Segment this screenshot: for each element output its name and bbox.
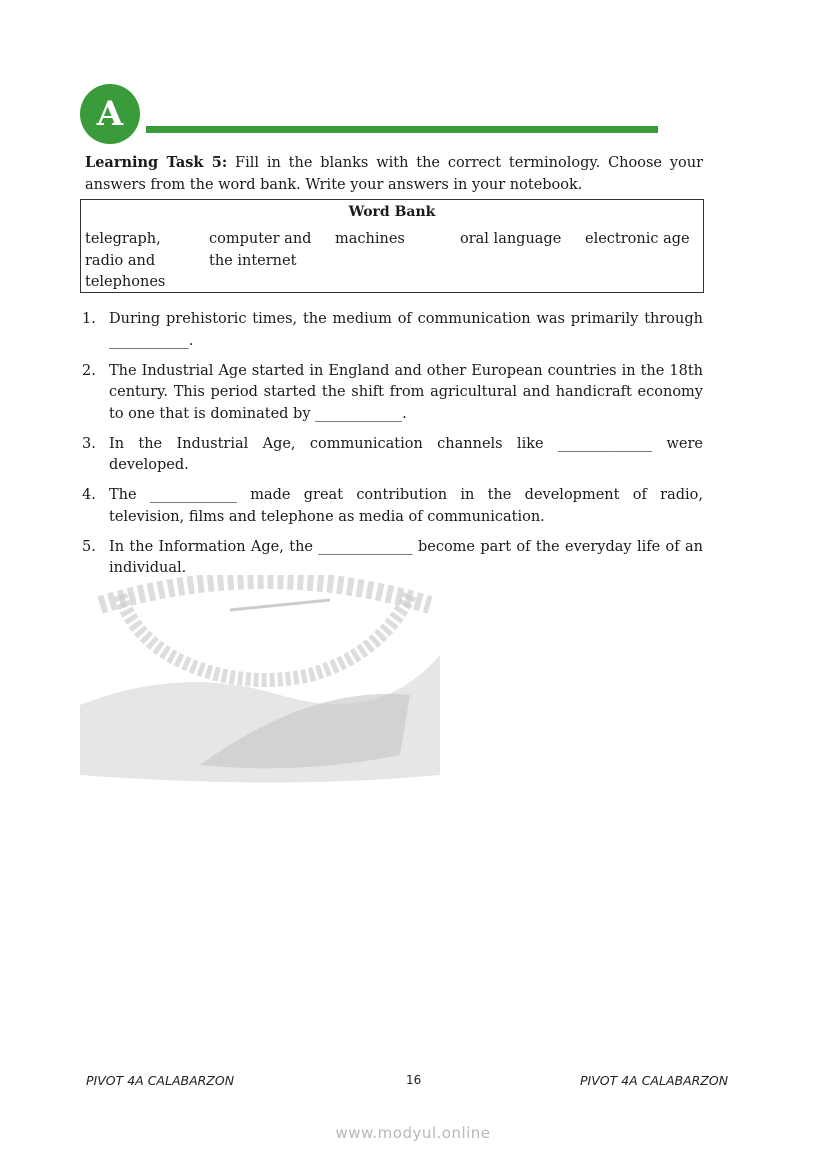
question-item xyxy=(82,361,703,426)
instructions xyxy=(85,152,703,196)
question-item xyxy=(82,434,703,477)
section-rule xyxy=(146,126,658,133)
word-bank-item: computer and the internet xyxy=(209,231,312,269)
page-number: 16 xyxy=(406,1073,422,1087)
task-label: Learning Task 5: xyxy=(85,154,228,171)
question-item xyxy=(82,309,703,352)
question-number: 1. xyxy=(82,311,96,327)
section-badge-letter: A xyxy=(96,94,124,134)
question-number: 3. xyxy=(82,435,96,452)
word-bank-item: telegraph, radio and telephones xyxy=(85,231,166,290)
question-number: 5. xyxy=(82,538,96,555)
footer-left: PIVOT 4A CALABARZON xyxy=(86,1073,235,1088)
word-bank-box xyxy=(80,199,704,293)
watermark-seal xyxy=(80,575,450,785)
section-badge xyxy=(80,84,140,144)
question-item xyxy=(82,537,703,580)
question-text: The Industrial Age started in England and other European countries in the 18th century. This period started the shift from agricultural and handicraft economy to one that is dominated by ____________. xyxy=(109,362,703,422)
word-bank-title: Word Bank xyxy=(348,204,436,220)
question-text: During prehistoric times, the medium of communication was primarily through ___________. xyxy=(109,311,703,349)
question-list xyxy=(82,309,703,588)
question-text: The ____________ made great contribution in the development of radio, television, films and telephone as media of communication. xyxy=(109,487,703,525)
word-bank-item: machines xyxy=(335,231,405,247)
footer-right: PIVOT 4A CALABARZON xyxy=(580,1073,729,1088)
instructions-text: Fill in the blanks with the correct terminology. Choose your answers from the word bank. Write your answers in your notebook. xyxy=(85,155,704,193)
question-number: 2. xyxy=(82,362,96,379)
question-text: In the Industrial Age, communication channels like _____________ were developed. xyxy=(109,435,703,473)
question-item xyxy=(82,485,703,528)
question-text: In the Information Age, the _____________ become part of the everyday life of an individual. xyxy=(109,538,703,576)
site-watermark: www.modyul.online xyxy=(335,1124,491,1142)
word-bank-item: electronic age xyxy=(585,231,690,247)
question-number: 4. xyxy=(82,487,96,503)
word-bank-item: oral language xyxy=(460,231,562,247)
